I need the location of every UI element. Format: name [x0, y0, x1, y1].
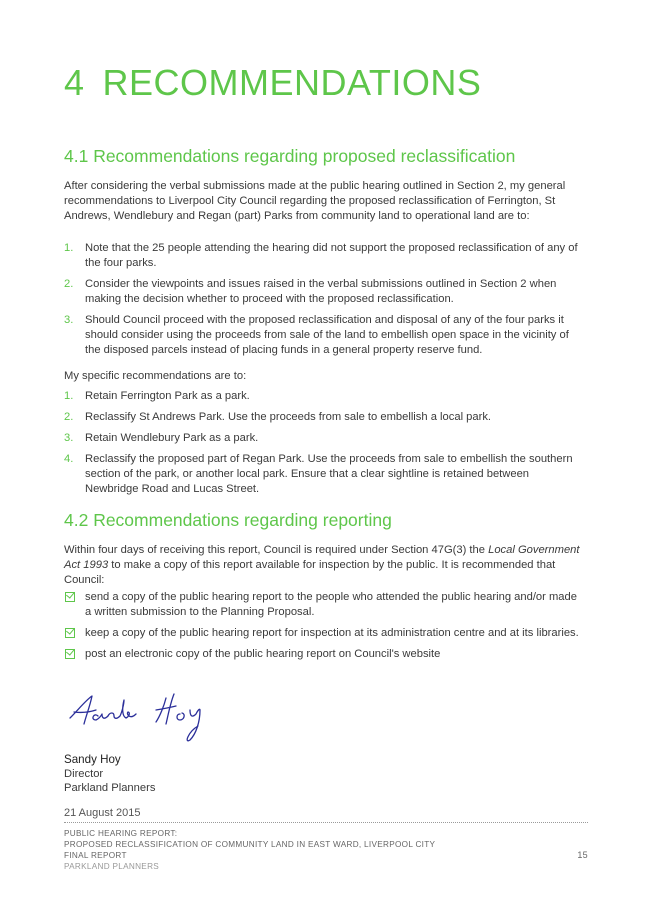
specific-intro: My specific recommendations are to:	[64, 370, 247, 382]
list-item: 3. Should Council proceed with the proposed reclassification and disposal of any of the four parks it should consider using the proceeds from sale of the land to embellish open space in the vicinity of the disposed parcels instead of placing funds in a general property reserve fund.	[64, 314, 569, 356]
act-name: Local Government Act 1993	[64, 544, 580, 571]
report-date: 21 August 2015	[64, 807, 141, 819]
section-4-1-title: 4.1 Recommendations regarding proposed reclassification	[64, 146, 516, 166]
footer-line-2: PROPOSED RECLASSIFICATION OF COMMUNITY LAND IN EAST WARD, LIVERPOOL CITY	[64, 840, 436, 849]
checkbox-icon	[65, 649, 75, 659]
signature-image	[64, 673, 224, 746]
page-footer	[64, 828, 588, 872]
footer-line-4: PARKLAND PLANNERS	[64, 862, 160, 871]
list-item: send a copy of the public hearing report to the people who attended the public hearing and/or made a written submission to the Planning Proposal.	[64, 590, 584, 620]
checkbox-icon	[65, 592, 75, 602]
list-item: post an electronic copy of the public hearing report on Council's website	[64, 647, 584, 662]
list-item: 2. Consider the viewpoints and issues raised in the verbal submissions outlined in Section 2 when making the decision whether to proceed with the proposed reclassification.	[64, 278, 557, 305]
list-item: 1. Note that the 25 people attending the hearing did not support the proposed reclassification of any of the four parks.	[64, 242, 578, 269]
chapter-number: 4	[64, 62, 85, 103]
list-item: 1. Retain Ferrington Park as a park.	[64, 390, 250, 402]
chapter-title: RECOMMENDATIONS	[102, 62, 482, 103]
chapter-heading	[64, 62, 481, 104]
list-item: 4. Reclassify the proposed part of Regan Park. Use the proceeds from sale to embellish the southern section of the park, or another local park. Ensure that a clear sightline is retained between Newbridge Road and Lucas Street.	[64, 453, 573, 495]
checkbox-icon	[65, 628, 75, 638]
section-4-2-intro: Within four days of receiving this report, Council is required under Section 47G(3) the Local Government Act 1993 to make a copy of this report available for inspection by the public. It is recommended that Council:	[64, 544, 580, 586]
section-4-2-title: 4.2 Recommendations regarding reporting	[64, 510, 392, 530]
svg-text:Sandra Hoy: Sandra Hoy	[64, 673, 149, 690]
signatory-organisation: Parkland Planners	[64, 782, 156, 794]
footer-line-3: FINAL REPORT	[64, 851, 127, 860]
footer-line-1: PUBLIC HEARING REPORT:	[64, 829, 178, 838]
list-item: 2. Reclassify St Andrews Park. Use the proceeds from sale to embellish a local park.	[64, 411, 492, 423]
section-4-1-intro: After considering the verbal submissions made at the public hearing outlined in Section 2, my general recommendations to Liverpool City Council regarding the proposed reclassification of Ferrington, St Andrews, Wendlebury and Regan (part) Parks from community land to operational land are to:	[64, 180, 566, 222]
page-number: 15	[577, 850, 588, 860]
reporting-checklist	[64, 590, 584, 668]
specific-recommendations-list	[64, 389, 584, 503]
list-item: keep a copy of the public hearing report for inspection at its administration centre and at its libraries.	[64, 626, 584, 641]
list-item: 3. Retain Wendlebury Park as a park.	[64, 432, 259, 444]
signatory-name: Sandy Hoy	[64, 753, 121, 766]
signatory-role: Director	[64, 768, 104, 780]
footer-divider	[64, 822, 588, 823]
general-recommendations-list	[64, 241, 584, 364]
